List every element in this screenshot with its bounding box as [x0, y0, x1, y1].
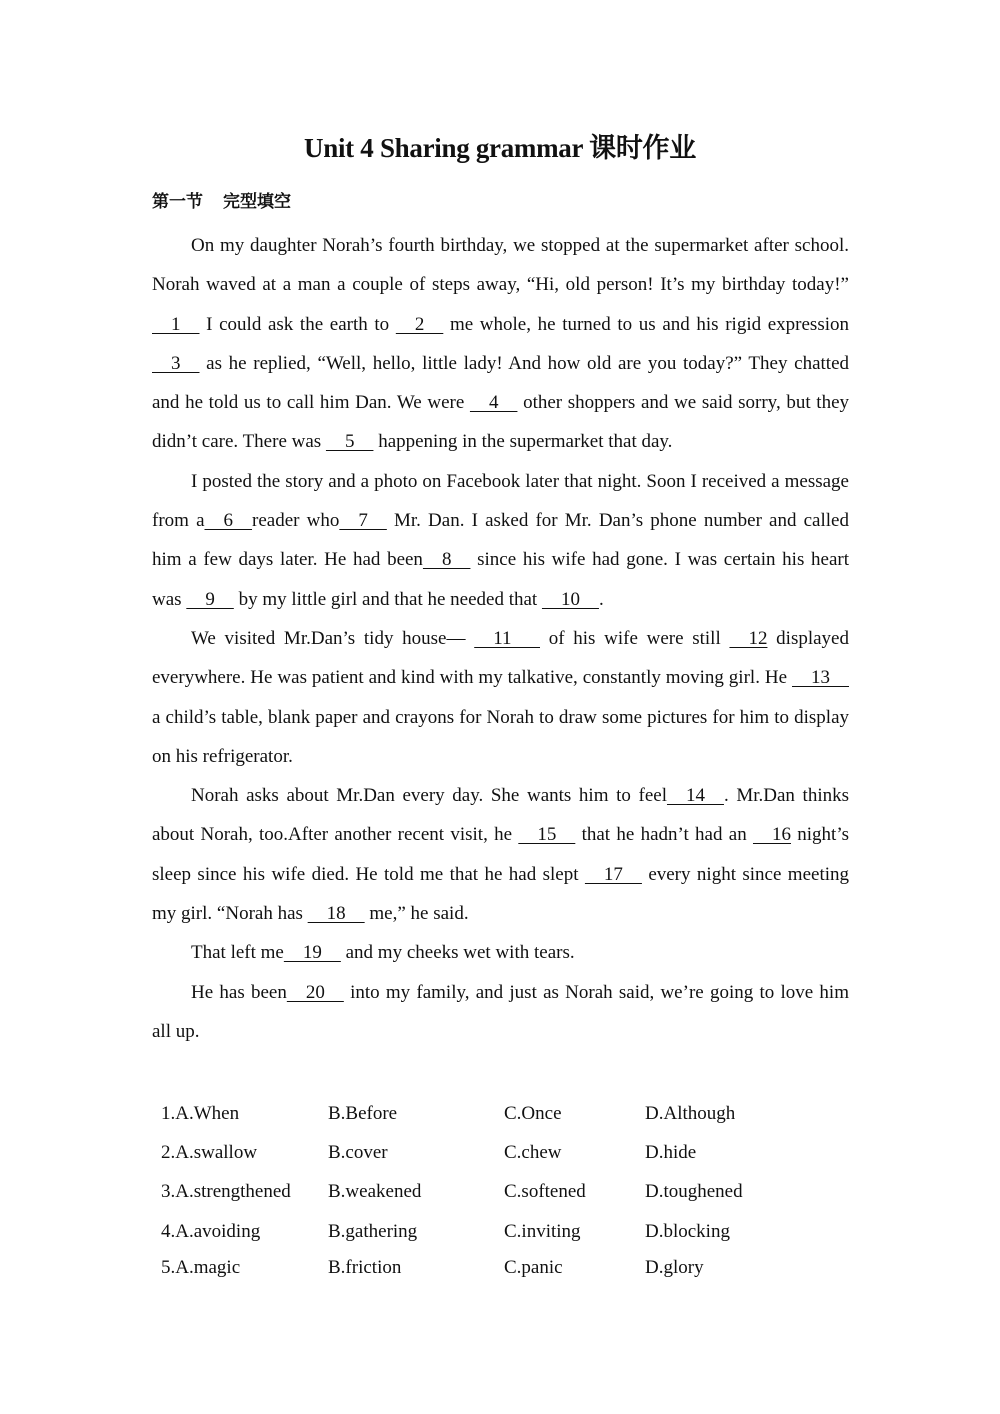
option-text: A.magic [175, 1256, 241, 1278]
option-3-d[interactable] [645, 1181, 805, 1203]
option-2-d[interactable] [645, 1142, 805, 1164]
passage-text: other shoppers and we said sorry, but they didn’t care. There was [152, 392, 849, 453]
section-number: 第一节 [152, 192, 203, 212]
blank-6[interactable]: 6 [204, 510, 253, 532]
blank-20[interactable]: 20 [286, 981, 344, 1003]
passage-paragraph [152, 619, 849, 776]
blank-14[interactable]: 14 [666, 785, 724, 807]
question-number: 2 [161, 1141, 171, 1163]
blank-18[interactable]: 18 [307, 903, 365, 925]
passage-text: I could ask the earth to [199, 313, 396, 335]
blank-3[interactable]: 3 [152, 352, 200, 374]
option-text: A.avoiding [175, 1220, 261, 1242]
passage-text: since his wife had gone. I was certain his heart was [152, 549, 849, 610]
option-text: D.Although [645, 1102, 736, 1124]
passage-paragraph [152, 776, 849, 933]
option-5-d[interactable] [645, 1257, 805, 1279]
option-2-a[interactable]: 2.A.swallow [161, 1141, 258, 1163]
passage-paragraph [152, 462, 849, 619]
question-row-5 [161, 1251, 805, 1284]
blank-5[interactable]: 5 [325, 431, 374, 453]
option-text: D.blocking [645, 1220, 730, 1242]
passage-paragraph [152, 226, 849, 462]
question-row-1 [161, 1094, 805, 1133]
question-number: 1 [161, 1102, 171, 1124]
blank-19[interactable]: 19 [283, 942, 341, 964]
passage-text: That left me [191, 942, 284, 964]
passage-text: reader who [252, 510, 340, 532]
question-row-3 [161, 1173, 805, 1212]
blank-16[interactable]: 16 [752, 824, 791, 846]
answer-options [161, 1094, 805, 1284]
passage-text: as he replied, “Well, hello, little lady! And how old are you today?” They chatted and he told us to call him Dan. We were [152, 352, 849, 414]
option-text: C.softened [504, 1181, 586, 1203]
option-text: B.weakened [328, 1181, 422, 1203]
option-1-d[interactable] [645, 1103, 805, 1125]
option-text: D.toughened [645, 1181, 743, 1203]
passage-text: . [598, 588, 604, 610]
section-name: 完型填空 [223, 192, 291, 212]
option-text: C.chew [504, 1141, 562, 1163]
passage-text: . Mr.Dan thinks about Norah, too.After another recent visit, he [152, 785, 849, 846]
question-row-2 [161, 1133, 805, 1172]
passage-text: of his wife were still [540, 627, 730, 649]
passage-text: He has been [191, 981, 287, 1003]
page-title: Unit 4 Sharing grammar 课时作业 [304, 133, 696, 163]
option-2-c[interactable] [504, 1142, 645, 1164]
blank-11[interactable]: 11 [474, 627, 540, 649]
passage-text: every night since meeting my girl. “Norah has [152, 863, 850, 925]
question-number: 3 [161, 1181, 171, 1203]
option-5-a[interactable]: 5.A.magic [161, 1256, 241, 1278]
question-number: 5 [161, 1256, 171, 1278]
option-3-c[interactable] [504, 1181, 645, 1203]
blank-1[interactable]: 1 [152, 313, 200, 335]
blank-8[interactable]: 8 [422, 549, 471, 571]
blank-13[interactable]: 13 [792, 667, 849, 689]
passage-text: night’s sleep since his wife died. He told me that he had slept [152, 824, 849, 885]
blank-12[interactable]: 12 [729, 627, 768, 649]
section-heading [152, 187, 291, 212]
option-1-a[interactable]: 1.A.When [161, 1102, 240, 1124]
passage-text: displayed everywhere. He was patient and kind with my talkative, constantly moving girl. He [152, 627, 849, 689]
passage-text: me,” he said. [364, 903, 469, 925]
option-4-c[interactable] [504, 1221, 645, 1243]
option-1-c[interactable] [504, 1103, 645, 1125]
passage-text: me whole, he turned to us and his rigid expression [443, 313, 849, 335]
option-text: D.glory [645, 1256, 704, 1278]
blank-10[interactable]: 10 [541, 588, 599, 610]
blank-7[interactable]: 7 [339, 510, 387, 532]
passage-text: On my daughter Norah’s fourth birthday, we stopped at the supermarket after school. Norah waved at a man a couple of steps away, “Hi, old person! It’s my birthday today!” [152, 235, 849, 296]
cloze-passage [152, 226, 849, 1051]
option-text: B.cover [328, 1141, 388, 1163]
passage-text: Mr. Dan. I asked for Mr. Dan’s phone number and called him a few days later. He had been [152, 510, 849, 571]
blank-17[interactable]: 17 [584, 863, 642, 885]
option-3-b[interactable] [328, 1181, 504, 1203]
option-5-c[interactable] [504, 1257, 645, 1279]
option-text: D.hide [645, 1141, 697, 1163]
option-5-b[interactable] [328, 1257, 504, 1279]
option-text: B.gathering [328, 1220, 418, 1242]
option-text: A.strengthened [175, 1181, 291, 1203]
passage-text: by my little girl and that he needed that [233, 588, 542, 610]
option-4-b[interactable] [328, 1221, 504, 1243]
question-number: 4 [161, 1220, 171, 1242]
passage-text: into my family, and just as Norah said, we’re going to love him all up. [152, 981, 849, 1042]
blank-15[interactable]: 15 [518, 824, 576, 846]
option-4-a[interactable]: 4.A.avoiding [161, 1220, 261, 1242]
option-1-b[interactable] [328, 1103, 504, 1125]
option-text: A.When [175, 1102, 240, 1124]
passage-text: that he hadn’t had an [575, 824, 753, 846]
option-text: C.Once [504, 1102, 562, 1124]
option-text: C.inviting [504, 1220, 581, 1242]
passage-paragraph [152, 973, 849, 1052]
option-2-b[interactable] [328, 1142, 504, 1164]
option-4-d[interactable] [645, 1221, 805, 1243]
passage-text: I posted the story and a photo on Facebook later that night. Soon I received a message from a [152, 470, 849, 532]
passage-text: happening in the supermarket that day. [373, 431, 673, 453]
blank-4[interactable]: 4 [469, 392, 518, 414]
option-3-a[interactable]: 3.A.strengthened [161, 1181, 291, 1203]
option-text: A.swallow [175, 1141, 258, 1163]
passage-text: a child’s table, blank paper and crayons for Norah to draw some pictures for him to display on his refrigerator. [152, 706, 849, 767]
blank-9[interactable]: 9 [186, 588, 234, 610]
question-row-4 [161, 1212, 805, 1251]
option-text: C.panic [504, 1256, 563, 1278]
passage-text: We visited Mr.Dan’s tidy house— [191, 627, 475, 649]
option-text: B.Before [328, 1102, 398, 1124]
blank-2[interactable]: 2 [395, 313, 444, 335]
passage-text: Norah asks about Mr.Dan every day. She wants him to feel [191, 785, 667, 807]
passage-paragraph [152, 933, 849, 972]
passage-text: and my cheeks wet with tears. [340, 942, 575, 964]
option-text: B.friction [328, 1256, 402, 1278]
